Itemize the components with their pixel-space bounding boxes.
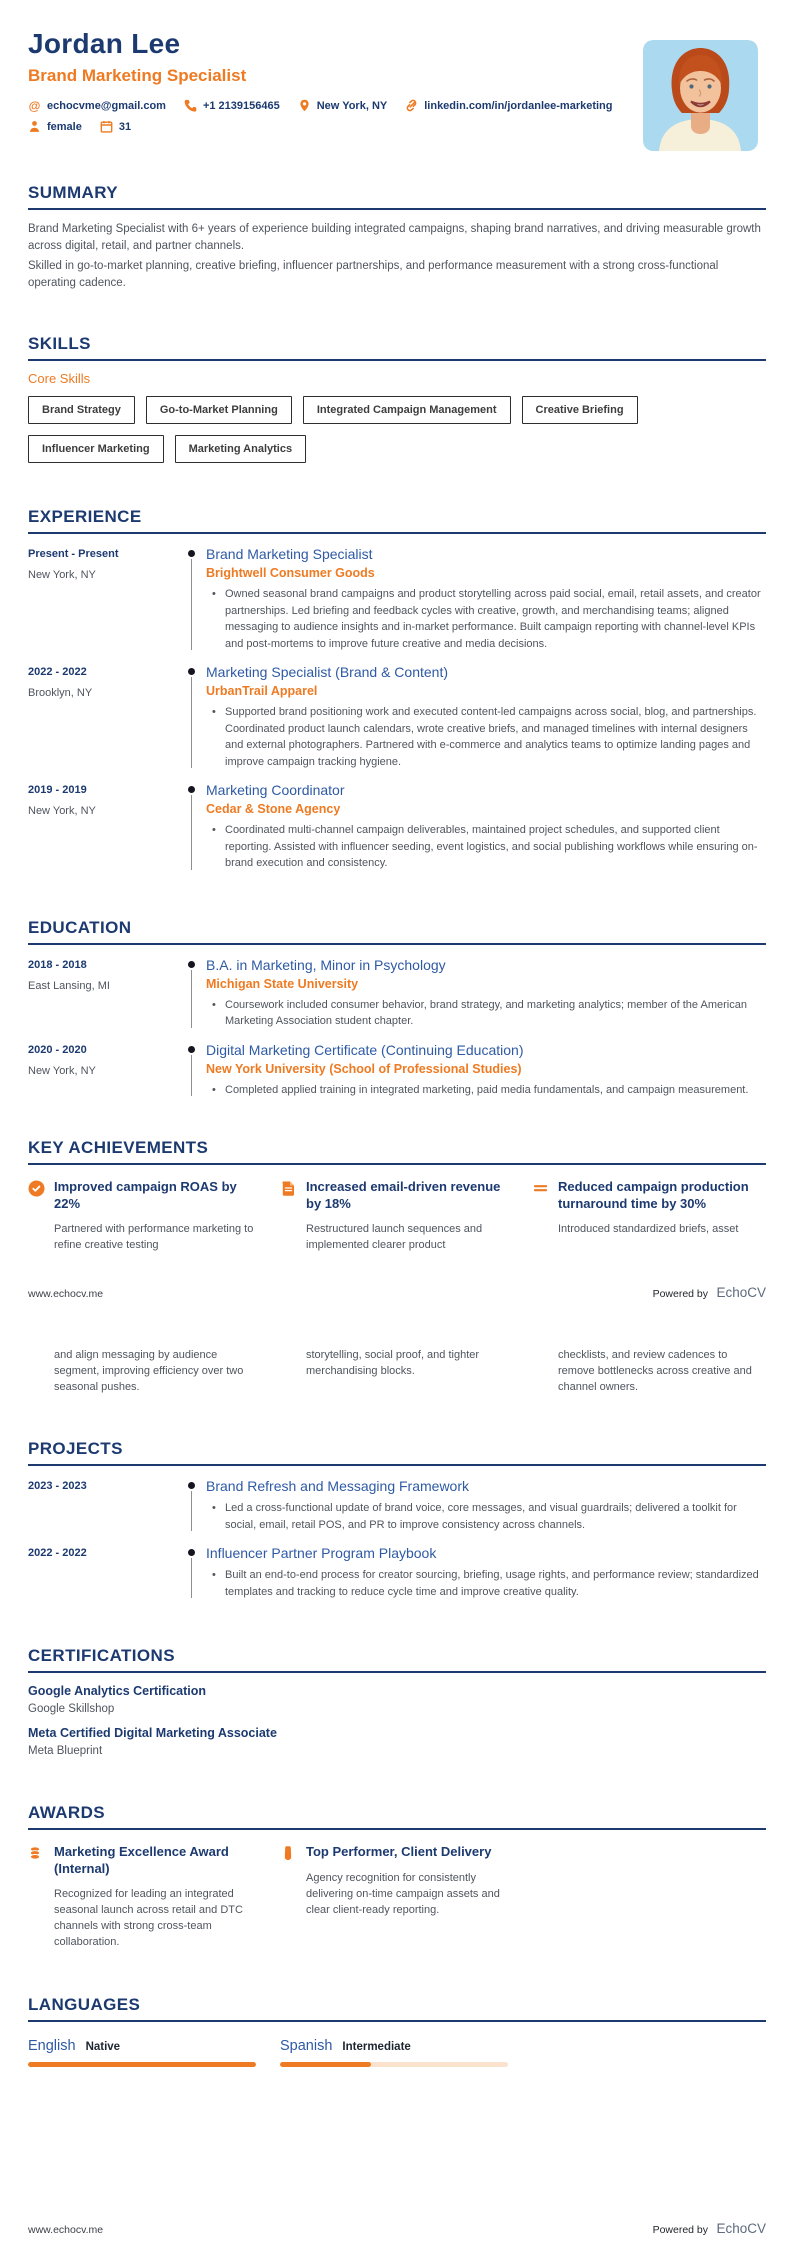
achievement-desc: Partnered with performance marketing to refine creative testing bbox=[54, 1222, 254, 1251]
achievement-desc-continued: checklists, and review cadences to remove bottlenecks across creative and channel owners. bbox=[558, 1348, 752, 1393]
timeline-line bbox=[191, 677, 192, 768]
school-name: New York University (School of Professional Studies) bbox=[206, 1061, 522, 1076]
project-dates: 2022 - 2022 bbox=[28, 1547, 87, 1560]
profile-photo bbox=[643, 40, 758, 151]
achievement-title: Reduced campaign production turnaround time by 30% bbox=[558, 1179, 749, 1211]
location-text: New York, NY bbox=[316, 99, 388, 112]
timeline-dot bbox=[188, 786, 195, 793]
company-name: Cedar & Stone Agency bbox=[206, 802, 341, 816]
skill-chip: Go-to-Market Planning bbox=[146, 396, 292, 424]
age-text: 31 bbox=[118, 120, 132, 133]
bullet-text: Owned seasonal brand campaigns and product storytelling across paid social, email, retail assets, and creator partnerships. Led briefing and feedback cycles with creative, growth, and merchandising teams; aligned messaging to audience insights and in-market performance. Built campaign reporting with channel-level KPIs and post-mortems to improve future creative and media decisions. bbox=[225, 588, 761, 650]
certification-issuer: Meta Blueprint bbox=[28, 1745, 103, 1758]
job-bullet bbox=[206, 822, 766, 872]
education-dates: 2020 - 2020 bbox=[28, 1043, 87, 1056]
calendar-icon bbox=[100, 120, 113, 133]
languages-grid bbox=[28, 2038, 766, 2067]
skills-chip-list bbox=[28, 396, 728, 463]
skill-chip: Marketing Analytics bbox=[175, 435, 307, 463]
page1-footer bbox=[28, 1284, 766, 1302]
achievement-card bbox=[28, 1179, 262, 1254]
page2-footer bbox=[28, 2220, 766, 2238]
section-skills bbox=[28, 334, 766, 463]
project-bullet bbox=[206, 1567, 766, 1600]
footer-powered-text: Powered by bbox=[652, 2224, 709, 2236]
projects-heading: PROJECTS bbox=[28, 1439, 766, 1466]
language-proficiency-bar bbox=[280, 2062, 508, 2067]
map-pin-icon bbox=[298, 99, 311, 112]
achievement-desc: Restructured launch sequences and implemented clearer product bbox=[306, 1222, 483, 1251]
awards-heading: AWARDS bbox=[28, 1803, 766, 1830]
timeline-dot bbox=[188, 550, 195, 557]
award-title: Marketing Excellence Award (Internal) bbox=[54, 1844, 229, 1877]
footer-brand: EchoCV bbox=[716, 2221, 766, 2236]
education-bullet bbox=[206, 997, 766, 1030]
project-entry bbox=[28, 1478, 766, 1533]
education-bullet bbox=[206, 1082, 766, 1099]
award-desc: Recognized for leading an integrated seasonal launch across retail and DTC channels with strong cross-team collaboration. bbox=[54, 1888, 243, 1949]
education-entry bbox=[28, 957, 766, 1030]
coins-icon bbox=[28, 1845, 45, 1862]
achievements-grid bbox=[28, 1179, 766, 1254]
education-dates: 2018 - 2018 bbox=[28, 958, 87, 971]
experience-dates: 2019 - 2019 bbox=[28, 784, 87, 796]
profile-photo-illustration bbox=[643, 40, 758, 151]
gender-text: female bbox=[47, 120, 82, 133]
bullet-marker: • bbox=[212, 998, 216, 1011]
language-name: Spanish bbox=[280, 2038, 333, 2054]
timeline-line bbox=[191, 1491, 192, 1531]
equals-icon bbox=[532, 1180, 549, 1197]
document-icon bbox=[280, 1180, 297, 1197]
summary-heading: SUMMARY bbox=[28, 183, 766, 210]
bullet-text: Completed applied training in integrated marketing, paid media fundamentals, and campaign measurement. bbox=[225, 1083, 749, 1096]
bullet-marker: • bbox=[212, 706, 216, 718]
degree-title: Digital Marketing Certificate (Continuing Education) bbox=[206, 1041, 524, 1058]
degree-title: B.A. in Marketing, Minor in Psychology bbox=[206, 956, 446, 973]
language-level: Native bbox=[85, 2041, 121, 2053]
timeline-dot bbox=[188, 1482, 195, 1489]
experience-dates: Present - Present bbox=[28, 548, 119, 560]
certification-entry bbox=[28, 1684, 766, 1715]
section-awards bbox=[28, 1803, 766, 1951]
achievement-title: Increased email-driven revenue by 18% bbox=[306, 1179, 501, 1211]
bullet-text: Built an end-to-end process for creator sourcing, briefing, usage rights, and performance review; standardized templates and tracking to reduce cycle time and improve creative quality. bbox=[225, 1569, 759, 1598]
timeline bbox=[180, 1478, 206, 1533]
achievement-card bbox=[532, 1179, 766, 1254]
link-icon bbox=[405, 99, 418, 112]
section-languages bbox=[28, 1995, 766, 2067]
achievement-desc-continued: and align messaging by audience segment, improving efficiency over two seasonal pushes. bbox=[54, 1348, 244, 1393]
bullet-text: Led a cross-functional update of brand voice, core messages, and visual guardrails; delivered a toolkit for social, email, retail POS, and PR to improve consistency across channels. bbox=[225, 1502, 737, 1531]
skills-heading: SKILLS bbox=[28, 334, 766, 361]
job-bullet bbox=[206, 586, 766, 652]
bullet-text: Coursework included consumer behavior, brand strategy, and marketing analytics; member of the American Marketing Association student chapter. bbox=[225, 998, 747, 1027]
bullet-marker: • bbox=[212, 1083, 216, 1096]
bullet-marker: • bbox=[212, 588, 216, 600]
achievement-desc: Introduced standardized briefs, asset bbox=[558, 1222, 739, 1235]
language-entry bbox=[28, 2038, 262, 2067]
language-proficiency-fill bbox=[28, 2062, 256, 2067]
company-name: UrbanTrail Apparel bbox=[206, 684, 318, 698]
footer-brand: EchoCV bbox=[716, 1284, 766, 1300]
skills-group-label: Core Skills bbox=[28, 371, 91, 386]
section-education bbox=[28, 918, 766, 1099]
project-bullet bbox=[206, 1500, 766, 1533]
summary-paragraph-2: Skilled in go-to-market planning, creative briefing, influencer partnerships, and performance measurement with a strong cross-functional operating cadence. bbox=[28, 259, 719, 289]
timeline bbox=[180, 664, 206, 770]
timeline-line bbox=[191, 795, 192, 870]
experience-entry bbox=[28, 546, 766, 652]
contact-location bbox=[298, 99, 388, 112]
experience-location: New York, NY bbox=[28, 569, 96, 581]
section-achievements bbox=[28, 1138, 766, 1254]
header bbox=[28, 28, 766, 133]
certification-title: Google Analytics Certification bbox=[28, 1684, 207, 1699]
certification-title: Meta Certified Digital Marketing Associate bbox=[28, 1726, 277, 1741]
experience-dates: 2022 - 2022 bbox=[28, 666, 87, 678]
check-circle-icon bbox=[28, 1180, 45, 1197]
achievements-heading: KEY ACHIEVEMENTS bbox=[28, 1138, 766, 1165]
bullet-marker: • bbox=[212, 1569, 216, 1582]
project-title: Brand Refresh and Messaging Framework bbox=[206, 1478, 470, 1495]
timeline-line bbox=[191, 559, 192, 650]
section-experience bbox=[28, 507, 766, 872]
phone-icon bbox=[184, 99, 197, 112]
footer-site-link[interactable]: www.echocv.me bbox=[28, 2224, 104, 2236]
bullet-text: Supported brand positioning work and executed content-led campaigns across social, blog, and partnerships. Coordinated product launch calendars, wrote creative briefs, and managed timelines with internal designers and external photographers. Partnered with e-commerce and analytics teams to optimize landing pages and improve campaign tracking hygiene. bbox=[225, 706, 757, 768]
at-icon: @ bbox=[28, 98, 41, 113]
skill-chip: Creative Briefing bbox=[522, 396, 638, 424]
achievement-card bbox=[280, 1179, 514, 1254]
experience-location: New York, NY bbox=[28, 805, 96, 817]
section-projects bbox=[28, 1439, 766, 1600]
footer-site-link[interactable]: www.echocv.me bbox=[28, 1287, 104, 1300]
contact-gender bbox=[28, 120, 82, 133]
footer-powered-text: Powered by bbox=[652, 1287, 709, 1300]
timeline-dot bbox=[188, 668, 195, 675]
language-entry bbox=[280, 2038, 514, 2067]
skill-chip: Brand Strategy bbox=[28, 396, 135, 424]
linkedin-text[interactable]: linkedin.com/in/jordanlee-marketing bbox=[424, 99, 613, 112]
timeline bbox=[180, 546, 206, 652]
project-title: Influencer Partner Program Playbook bbox=[206, 1545, 437, 1562]
achievements-continuation bbox=[28, 1348, 766, 1396]
company-name: Brightwell Consumer Goods bbox=[206, 566, 375, 580]
language-proficiency-fill bbox=[280, 2062, 371, 2067]
experience-heading: EXPERIENCE bbox=[28, 507, 766, 534]
language-level: Intermediate bbox=[342, 2041, 411, 2053]
email-text[interactable]: echocvme@gmail.com bbox=[47, 99, 166, 112]
timeline-dot bbox=[188, 1549, 195, 1556]
timeline-line bbox=[191, 1558, 192, 1598]
timeline-dot bbox=[188, 961, 195, 968]
achievement-desc-continued: storytelling, social proof, and tighter merchandising blocks. bbox=[306, 1348, 480, 1377]
education-heading: EDUCATION bbox=[28, 918, 766, 945]
award-desc: Agency recognition for consistently delivering on-time campaign assets and clear client-ready reporting. bbox=[306, 1872, 500, 1917]
awards-grid bbox=[28, 1844, 766, 1951]
timeline bbox=[180, 782, 206, 872]
bullet-marker: • bbox=[212, 1502, 216, 1515]
bullet-text: Coordinated multi-channel campaign deliverables, maintained project schedules, and supported client reporting. Assisted with influencer seeding, event logistics, and social publishing workflows while ensuring on-brand execution and consistency. bbox=[225, 824, 758, 869]
experience-entry bbox=[28, 782, 766, 872]
candidate-title: Brand Marketing Specialist bbox=[28, 66, 247, 85]
school-name: Michigan State University bbox=[206, 976, 359, 991]
medal-icon bbox=[280, 1845, 297, 1862]
bullet-marker: • bbox=[212, 824, 216, 836]
education-entry bbox=[28, 1042, 766, 1099]
candidate-name: Jordan Lee bbox=[28, 28, 181, 59]
timeline bbox=[180, 1042, 206, 1099]
certifications-heading: CERTIFICATIONS bbox=[28, 1646, 766, 1673]
project-entry bbox=[28, 1545, 766, 1600]
certification-entry bbox=[28, 1726, 766, 1757]
award-title: Top Performer, Client Delivery bbox=[306, 1844, 492, 1860]
summary-paragraph-1: Brand Marketing Specialist with 6+ years of experience building integrated campaigns, shaping brand narratives, and driving measurable growth across digital, retail, and partner channels. bbox=[28, 223, 761, 253]
job-title: Brand Marketing Specialist bbox=[206, 546, 373, 562]
skill-chip: Integrated Campaign Management bbox=[303, 396, 511, 424]
contact-age bbox=[100, 120, 131, 133]
section-certifications bbox=[28, 1646, 766, 1757]
language-proficiency-bar bbox=[28, 2062, 256, 2067]
award-card bbox=[280, 1844, 514, 1951]
award-card bbox=[28, 1844, 262, 1951]
phone-text: +1 2139156465 bbox=[202, 99, 280, 112]
job-title: Marketing Specialist (Brand & Content) bbox=[206, 664, 448, 680]
contact-linkedin bbox=[405, 99, 612, 112]
timeline bbox=[180, 957, 206, 1030]
certification-issuer: Google Skillshop bbox=[28, 1703, 115, 1716]
language-name: English bbox=[28, 2038, 76, 2054]
timeline-line bbox=[191, 970, 192, 1028]
education-location: New York, NY bbox=[28, 1064, 96, 1077]
experience-location: Brooklyn, NY bbox=[28, 687, 93, 699]
timeline-dot bbox=[188, 1046, 195, 1053]
timeline-line bbox=[191, 1055, 192, 1097]
contact-phone bbox=[184, 99, 280, 112]
section-summary bbox=[28, 183, 766, 292]
job-title: Marketing Coordinator bbox=[206, 782, 345, 798]
experience-entry bbox=[28, 664, 766, 770]
timeline bbox=[180, 1545, 206, 1600]
job-bullet bbox=[206, 704, 766, 770]
person-icon bbox=[28, 120, 41, 133]
languages-heading: LANGUAGES bbox=[28, 1995, 766, 2022]
project-dates: 2023 - 2023 bbox=[28, 1480, 87, 1493]
skill-chip: Influencer Marketing bbox=[28, 435, 164, 463]
achievement-title: Improved campaign ROAS by 22% bbox=[54, 1179, 237, 1211]
contact-email bbox=[28, 99, 166, 112]
education-location: East Lansing, MI bbox=[28, 979, 110, 992]
